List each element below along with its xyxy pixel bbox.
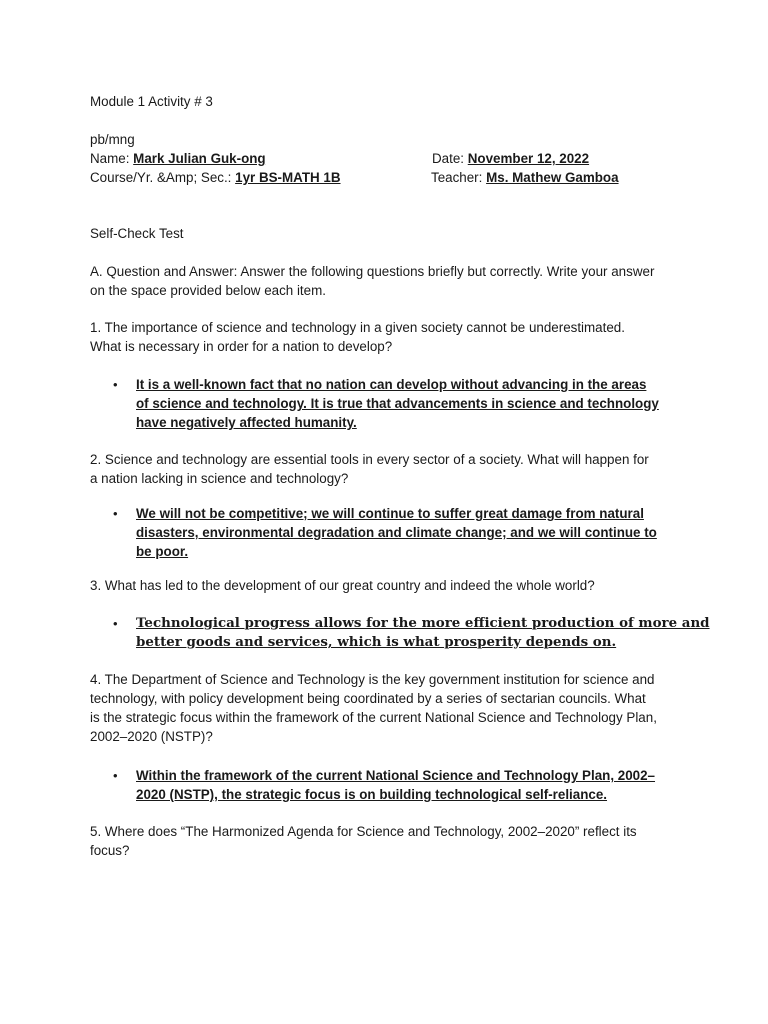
course-value: 1yr BS-MATH 1B [235, 170, 341, 185]
instructions-line: on the space provided below each item. [90, 283, 326, 298]
question-line: focus? [90, 843, 130, 858]
document-code: pb/mng [90, 132, 135, 147]
question-3 [90, 576, 690, 595]
question-line: 1. The importance of science and technology in a given society cannot be underestimated. [90, 320, 625, 335]
instructions [90, 262, 690, 300]
answer-line: Technological progress allows for the more efficient production of more and [136, 615, 710, 631]
name-row [90, 149, 266, 168]
answer-line: of science and technology. It is true that advancements in science and technology [136, 396, 659, 411]
question-line: What is necessary in order for a nation to develop? [90, 339, 393, 354]
question-line: 3. What has led to the development of our great country and indeed the whole world? [90, 578, 595, 593]
name-value: Mark Julian Guk-ong [133, 151, 266, 166]
teacher-row [431, 168, 619, 187]
answer-line: have negatively affected humanity. [136, 415, 357, 430]
module-title: Module 1 Activity # 3 [90, 94, 213, 109]
answer-line: 2020 (NSTP), the strategic focus is on building technological self-reliance. [136, 787, 608, 802]
question-2 [90, 450, 690, 488]
teacher-label: Teacher: [431, 170, 487, 185]
bullet-icon: • [113, 506, 118, 521]
answer-line: Within the framework of the current National Science and Technology Plan, 2002– [136, 768, 656, 783]
question-line: a nation lacking in science and technology? [90, 471, 349, 486]
answer-line: better goods and services, which is what prosperity depends on. [136, 634, 617, 650]
test-title: Self-Check Test [90, 226, 184, 241]
date-row [432, 149, 589, 168]
question-line: 2002–2020 (NSTP)? [90, 729, 213, 744]
answer-line: We will not be competitive; we will continue to suffer great damage from natural [136, 506, 644, 521]
question-line: is the strategic focus within the framework of the current National Science and Technology Plan, [90, 710, 657, 725]
answer-text [136, 766, 696, 804]
date-value: November 12, 2022 [467, 151, 590, 166]
question-line: 5. Where does “The Harmonized Agenda for Science and Technology, 2002–2020” reflect its [90, 824, 637, 839]
bullet-icon: • [113, 616, 118, 631]
answer-line: It is a well-known fact that no nation can develop without advancing in the areas [136, 377, 647, 392]
question-1 [90, 318, 690, 356]
question-line: 4. The Department of Science and Technology is the key government institution for science and [90, 672, 655, 687]
question-5 [90, 822, 690, 860]
course-row [90, 168, 341, 187]
answer-line: disasters, environmental degradation and climate change; and we will continue to [136, 525, 657, 540]
name-label: Name: [90, 151, 134, 166]
question-line: technology, with policy development being coordinated by a series of sectarian councils. What [90, 691, 646, 706]
answer-text [136, 375, 696, 432]
teacher-value: Ms. Mathew Gamboa [486, 170, 619, 185]
answer-text [136, 504, 696, 561]
bullet-icon: • [113, 377, 118, 392]
question-line: 2. Science and technology are essential tools in every sector of a society. What will happen for [90, 452, 649, 467]
course-label: Course/Yr. &Amp; Sec.: [90, 170, 236, 185]
instructions-line: A. Question and Answer: Answer the following questions briefly but correctly. Write your answer [90, 264, 655, 279]
answer-text [136, 614, 710, 652]
date-label: Date: [432, 151, 468, 166]
bullet-icon: • [113, 768, 118, 783]
question-4 [90, 670, 690, 746]
answer-line: be poor. [136, 544, 189, 559]
